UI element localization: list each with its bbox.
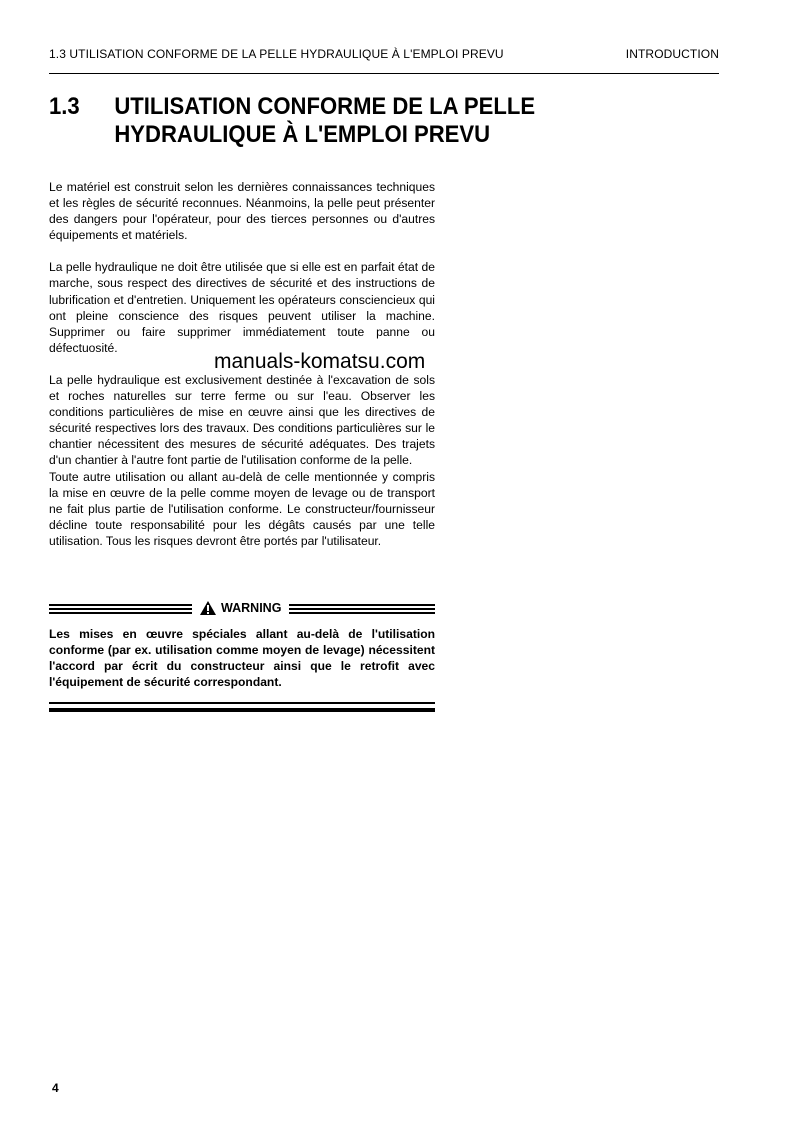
warning-box: [49, 600, 435, 712]
watermark: manuals-komatsu.com: [214, 350, 426, 373]
warning-footer-rule: [49, 702, 435, 712]
section-title: UTILISATION CONFORME DE LA PELLE HYDRAULIQUE À L'EMPLOI PREVU: [114, 93, 536, 148]
paragraph: La pelle hydraulique est exclusivement destinée à l'excavation de sols et roches naturelles sur terre ferme ou sur l'eau. Observer les conditions particulières de mise en œuvre ainsi que les directives de sécurité respectives lors des travaux. Des conditions particulières sur le chantier nécessitent des mesures de sécurité adéquates. Des trajets d'un chantier à l'autre font partie de l'utilisation conforme de la pelle.: [49, 372, 435, 468]
header-section-title: 1.3 UTILISATION CONFORME DE LA PELLE HYDRAULIQUE À L'EMPLOI PREVU: [49, 47, 504, 61]
paragraph: La pelle hydraulique ne doit être utilisée que si elle est en parfait état de marche, sous respect des directives de sécurité et des instructions de lubrification et d'entretien. Uniquement les opérateurs consciencieux qui ont pleine conscience des risques peuvent utiliser la machine. Supprimer ou faire supprimer immédiatement toute panne ou défectuosité.: [49, 260, 435, 355]
warning-header: [49, 600, 435, 618]
header-chapter: INTRODUCTION: [625, 47, 719, 61]
warning-text: Les mises en œuvre spéciales allant au-delà de l'utilisation conforme (par ex. utilisation comme moyen de levage) nécessitent l'accord par écrit du constructeur ainsi que le retrofit avec l'équipement de sécurité correspondant.: [49, 627, 435, 690]
paragraph: Toute autre utilisation ou allant au-delà de celle mentionnée y compris la mise en œuvre de la pelle comme moyen de levage ou de transport ne fait plus partie de l'utilisation conforme. Le constructeur/fournisseur décline toute responsabilité pour les dégâts causés par une telle utilisation. Tous les risques devront être portés par l'utilisateur.: [49, 469, 435, 548]
warning-label-group: [199, 600, 281, 616]
section-number: 1.3: [49, 93, 80, 120]
warning-rule-left: [49, 604, 192, 614]
header-divider: [49, 73, 719, 74]
warning-triangle-icon: [199, 600, 217, 616]
warning-rule-right: [289, 604, 435, 614]
page-number: 4: [52, 1081, 59, 1095]
paragraph: Le matériel est construit selon les dernières connaissances techniques et les règles de sécurité reconnues. Néanmoins, la pelle peut présenter des dangers pour l'opérateur, pour des tierces personnes ou d'autres équipements et matériels.: [49, 180, 435, 243]
warning-label: WARNING: [221, 601, 282, 615]
